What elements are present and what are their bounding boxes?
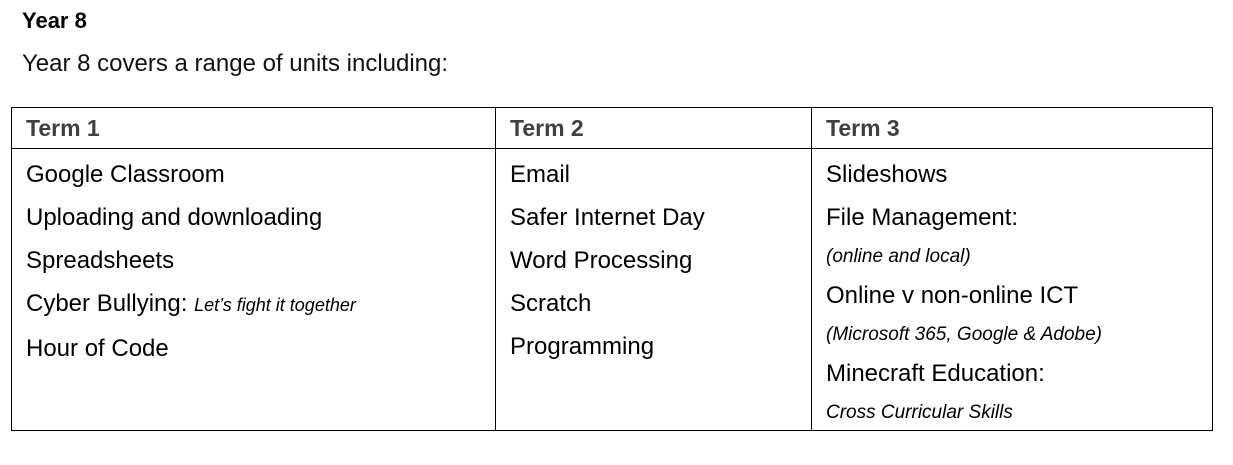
list-item-note: (Microsoft 365, Google & Adobe) [826,324,1102,345]
list-item: Email [510,161,571,188]
term-2-cell [496,149,812,431]
term-3-cell [812,149,1213,431]
header-term-1: Term 1 [12,108,496,149]
list-item: Safer Internet Day [510,204,705,231]
header-term-2: Term 2 [496,108,812,149]
list-item: Slideshows [826,161,948,188]
list-item: Online v non-online ICT [826,282,1079,309]
table-header-row [12,108,1213,149]
page-heading: Year 8 [22,8,87,33]
units-table [11,107,1213,431]
cyber-bullying-note: Let’s fight it together [194,295,356,315]
list-item: Scratch [510,290,592,317]
list-item: File Management: [826,204,1019,231]
list-item-note: Cross Curricular Skills [826,402,1013,423]
header-term-3: Term 3 [812,108,1213,149]
list-item: Programming [510,333,655,360]
list-item: Spreadsheets [26,247,175,274]
list-item: Hour of Code [26,335,169,362]
table-row [12,149,1213,431]
list-item: Google Classroom [26,161,225,188]
term-1-cell [12,149,496,431]
list-item: Uploading and downloading [26,204,323,231]
list-item-note: (online and local) [826,246,971,267]
list-item: Word Processing [510,247,693,274]
intro-text: Year 8 covers a range of units including: [22,50,449,77]
list-item: Minecraft Education: [826,360,1045,387]
list-item [26,282,481,327]
cyber-bullying-label: Cyber Bullying: [26,290,195,317]
